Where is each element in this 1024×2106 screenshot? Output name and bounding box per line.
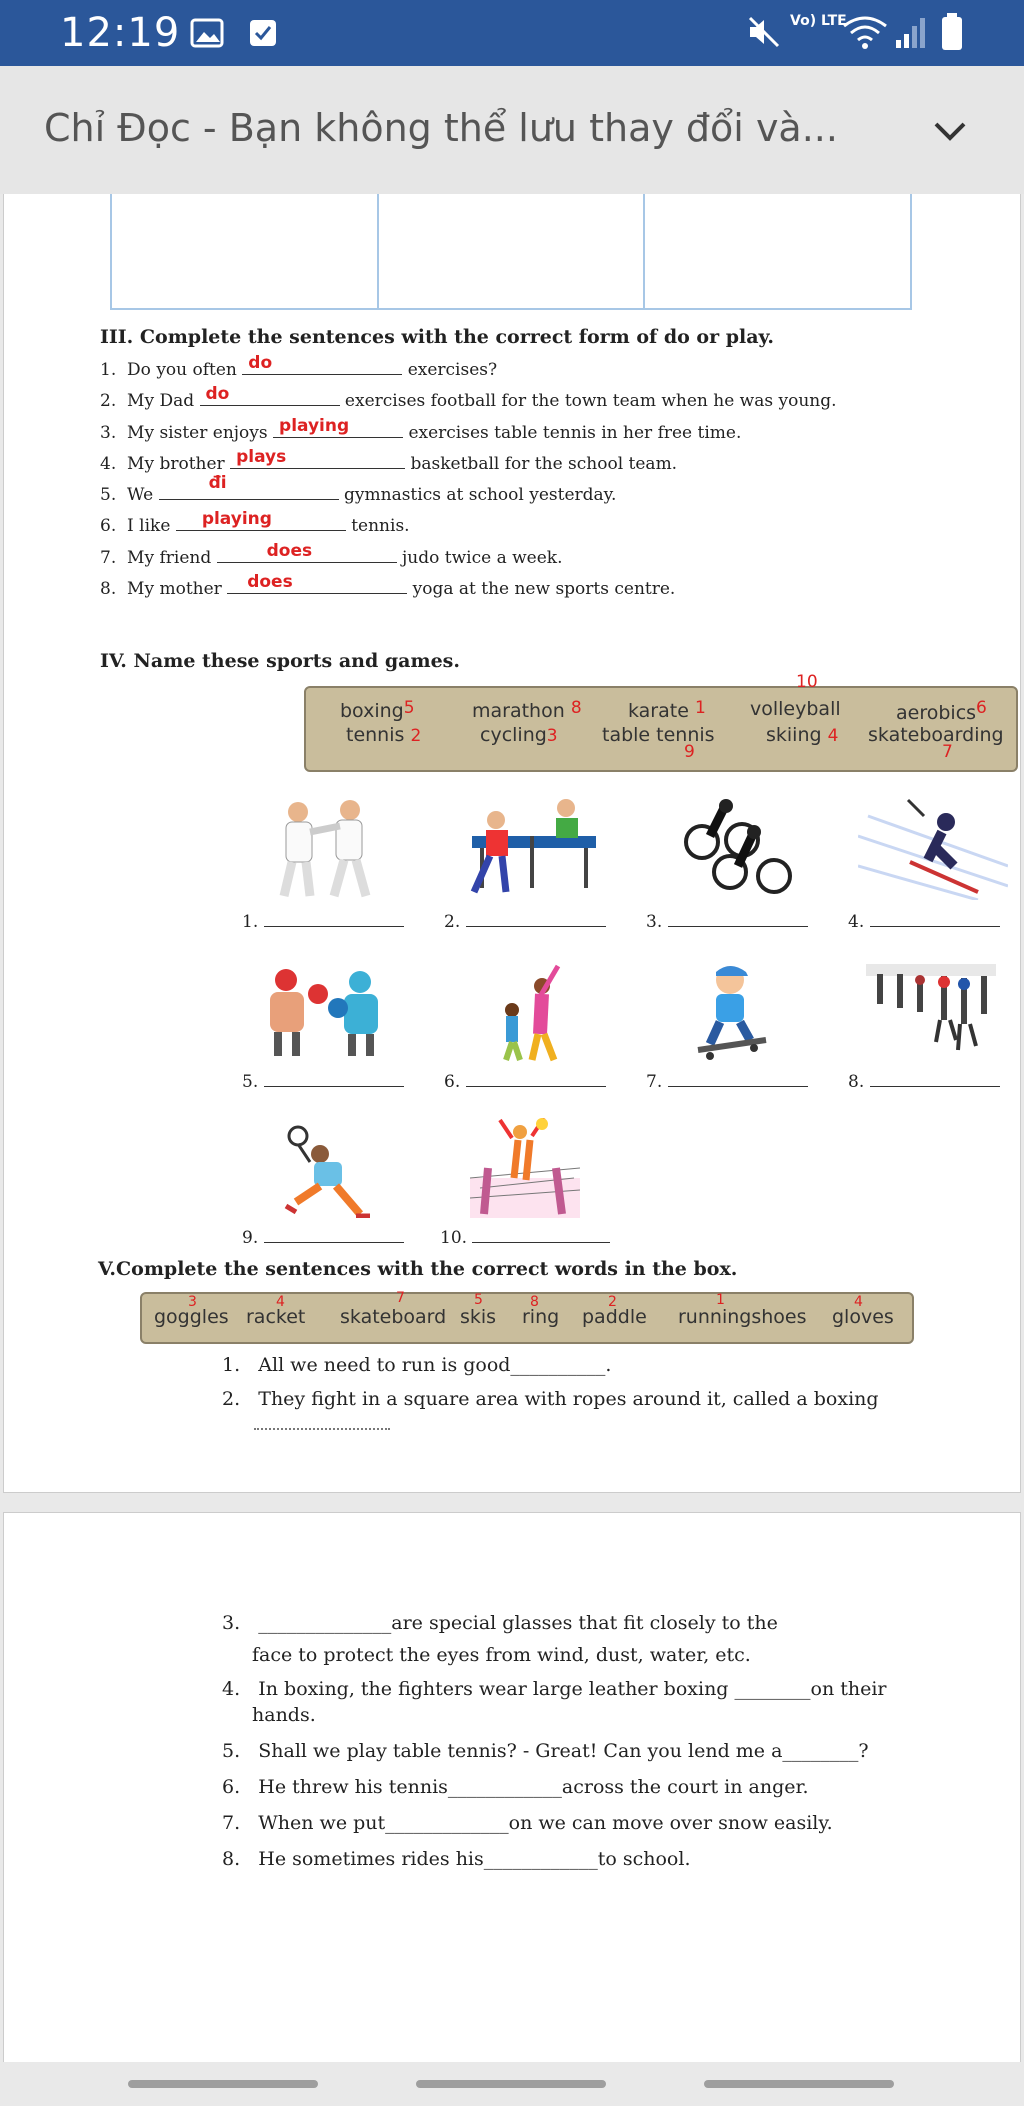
list-item: 8. My mother does yoga at the new sports centre. <box>100 572 676 599</box>
table-cell <box>645 194 910 308</box>
answer-blank[interactable] <box>668 912 808 927</box>
list-item: 6. He threw his tennis____________across the court in anger. <box>222 1776 809 1798</box>
answer-text[interactable]: playing <box>201 509 272 529</box>
answer-blank[interactable] <box>870 1072 1000 1087</box>
picture-label: 2. <box>444 912 606 932</box>
cycling-picture <box>680 796 796 900</box>
nav-back-button[interactable] <box>704 2080 894 2088</box>
status-time: 12:19 <box>60 10 181 56</box>
list-item: 3. ______________are special glasses that fit closely to the <box>222 1612 778 1634</box>
picture-label: 9. <box>242 1228 404 1248</box>
answer-blank[interactable] <box>264 1072 404 1087</box>
list-item: 7. When we put_____________on we can move over snow easily. <box>222 1812 833 1834</box>
answer-blank[interactable] <box>466 912 606 927</box>
list-item-continuation: hands. <box>252 1704 316 1726</box>
answer-text[interactable]: do <box>205 384 230 404</box>
picture-label: 6. <box>444 1072 606 1092</box>
list-item: 4. My brother plays basketball for the school team. <box>100 447 678 474</box>
battery-icon <box>940 12 964 52</box>
equipment-word-box <box>140 1292 914 1344</box>
word-item: skateboarding 7 <box>868 724 1004 762</box>
answer-table <box>110 194 912 310</box>
list-item: 6. I like playing tennis. <box>100 509 410 536</box>
section5-heading: V.Complete the sentences with the correct words in the box. <box>98 1258 738 1280</box>
list-item: 8. He sometimes rides his____________to school. <box>222 1848 691 1870</box>
wifi-icon <box>840 12 890 52</box>
picture-label: 7. <box>646 1072 808 1092</box>
list-item: 2. They fight in a square area with ropes around it, called a boxing <box>222 1388 879 1410</box>
checkbox-icon <box>248 18 278 48</box>
tennis-picture <box>276 1122 380 1218</box>
word-item: aerobics6 <box>896 698 987 724</box>
mute-icon <box>746 14 782 50</box>
section3-heading: III. Complete the sentences with the correct form of do or play. <box>100 326 774 348</box>
answer-text[interactable]: does <box>266 541 313 561</box>
word-item: cycling3 <box>480 724 558 746</box>
answer-blank[interactable] <box>668 1072 808 1087</box>
chevron-down-icon[interactable] <box>930 116 970 146</box>
word-item: 5 skis <box>460 1292 497 1328</box>
answer-text[interactable]: plays <box>236 447 287 467</box>
list-item-continuation: face to protect the eyes from wind, dust, water, etc. <box>252 1644 751 1666</box>
picture-label: 5. <box>242 1072 404 1092</box>
answer-blank[interactable] <box>472 1228 610 1243</box>
answer-blank[interactable] <box>466 1072 606 1087</box>
word-item: 4 racket <box>246 1294 306 1328</box>
table-cell <box>379 194 646 308</box>
answer-text[interactable]: do <box>248 353 273 373</box>
navigation-bar <box>0 2062 1024 2106</box>
list-item: 1. Do you often do exercises? <box>100 353 498 380</box>
word-item: 7 skateboard <box>340 1290 447 1328</box>
word-item: boxing5 <box>340 698 415 722</box>
picture-label: 10. <box>440 1228 610 1248</box>
word-item: 10 volleyball <box>750 672 841 720</box>
word-item: marathon 8 <box>472 698 582 722</box>
skateboarding-picture <box>690 960 774 1064</box>
word-item: 4 gloves <box>832 1294 894 1328</box>
word-item: 2 paddle <box>582 1294 647 1328</box>
word-item: table tennis 9 <box>602 724 715 762</box>
answer-text[interactable]: đi <box>208 473 227 493</box>
title-bar <box>0 66 1024 194</box>
word-item: 3 goggles <box>154 1294 229 1328</box>
list-item: 7. My friend does judo twice a week. <box>100 541 563 568</box>
aerobics-picture <box>488 960 568 1062</box>
marathon-picture <box>866 964 996 1060</box>
list-item: 5. We đi gymnastics at school yesterday. <box>100 473 617 505</box>
word-item: 8 ring <box>522 1294 560 1328</box>
answer-blank[interactable] <box>870 912 1000 927</box>
status-bar <box>0 0 1024 66</box>
word-item: tennis 2 <box>346 724 422 746</box>
list-item: 1. All we need to run is good__________. <box>222 1354 612 1376</box>
boxing-picture <box>256 964 392 1058</box>
table-tennis-picture <box>466 796 602 900</box>
nav-recents-button[interactable] <box>128 2080 318 2088</box>
list-item: 5. Shall we play table tennis? - Great! Can you lend me a________? <box>222 1740 869 1762</box>
skiing-picture <box>858 796 1008 900</box>
picture-label: 3. <box>646 912 808 932</box>
gallery-icon <box>190 18 224 48</box>
network-label: Vo) LTE <box>790 13 847 29</box>
section4-heading: IV. Name these sports and games. <box>100 650 460 672</box>
sports-word-box <box>304 672 1018 772</box>
signal-icon <box>894 16 926 50</box>
answer-text[interactable]: playing <box>279 416 350 436</box>
picture-label: 8. <box>848 1072 1000 1092</box>
list-item: 3. My sister enjoys playing exercises table tennis in her free time. <box>100 416 742 443</box>
list-item: 4. In boxing, the fighters wear large leather boxing ________on their <box>222 1678 887 1700</box>
karate-picture <box>270 796 380 900</box>
volleyball-picture <box>470 1118 580 1218</box>
answer-blank[interactable] <box>264 1228 404 1243</box>
table-cell <box>112 194 379 308</box>
word-item: 1 runningshoes <box>678 1292 807 1328</box>
list-item: 2. My Dad do exercises football for the town team when he was young. <box>100 384 837 411</box>
document-title: Chỉ Đọc - Bạn không thể lưu thay đổi và... <box>44 106 838 150</box>
picture-label: 1. <box>242 912 404 932</box>
nav-home-button[interactable] <box>416 2080 606 2088</box>
picture-label: 4. <box>848 912 1000 932</box>
answer-blank[interactable] <box>254 1428 390 1430</box>
answer-blank[interactable] <box>264 912 404 927</box>
word-item: skiing 4 <box>766 724 839 746</box>
word-item: karate 1 <box>628 698 706 722</box>
answer-text[interactable]: does <box>247 572 293 592</box>
